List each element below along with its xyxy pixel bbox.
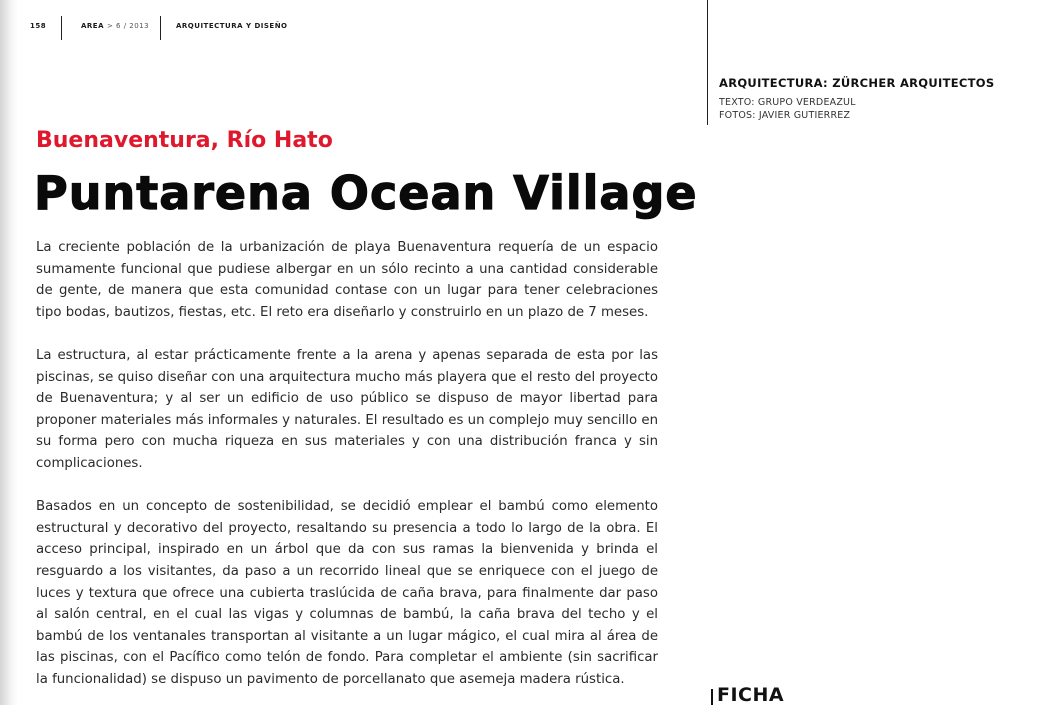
article-title: Puntarena Ocean Village: [34, 166, 698, 220]
article-location: Buenaventura, Río Hato: [36, 128, 333, 153]
page-gutter-shadow: [0, 0, 18, 705]
magazine-issue: [81, 22, 149, 30]
column-divider: [707, 0, 708, 125]
ficha-heading: FICHA: [717, 684, 785, 706]
body-paragraph: Basados en un concepto de sostenibilidad, se decidió emplear el bambú como elemento estructural y decorativo del proyecto, resaltando su presencia a todo lo largo de la obra. El acceso principal, inspirado en un árbol que da con sus ramas la bienvenida y brinda el resguardo a los visitantes, da paso a un recorrido lineal que se enriquece con el juego de luces y textura que ofrece una cubierta traslúcida de caña brava, para finalmente dar paso al salón central, en el cual las vigas y columnas de bambú, la caña brava del techo y el bambú de los ventanales transportan al visitante a un lugar mágico, el cual mira al área de las piscinas, con el Pacífico como telón de fondo. Para completar el ambiente (sin sacrificar la funcionalidad) se dispuso un pavimento de porcellanato que asemeja madera rústica.: [36, 499, 658, 687]
credits-block: [719, 76, 1049, 122]
body-paragraph: La creciente población de la urbanización de playa Buenaventura requería de un espacio sumamente funcional que pudiese albergar en un sólo recinto a una cantidad considerable de gente, de manera que esta comunidad contase con un lugar para tener celebraciones tipo bodas, bautizos, fiestas, etc. El reto era diseñarlo y construirlo en un plazo de 7 meses.: [36, 240, 658, 320]
header-divider: [61, 16, 62, 40]
section-name: ARQUITECTURA Y DISEÑO: [176, 22, 288, 30]
magazine-name: AREA: [81, 22, 105, 30]
architecture-credit: ARQUITECTURA: ZÜRCHER ARQUITECTOS: [719, 76, 995, 90]
text-credit: TEXTO: GRUPO VERDEAZUL: [719, 97, 856, 108]
issue-number: > 6 / 2013: [106, 22, 150, 30]
page-number: 158: [30, 22, 47, 30]
ficha-bar: [711, 689, 713, 705]
photo-credit: FOTOS: JAVIER GUTIERREZ: [719, 110, 851, 121]
header-divider: [160, 16, 161, 40]
body-paragraph: La estructura, al estar prácticamente frente a la arena y apenas separada de esta por las piscinas, se quiso diseñar con una arquitectura mucho más playera que el resto del proyecto de Buenaventura; y al ser un edificio de uso público se dispuso de mayor libertad para proponer materiales más informales y naturales. El resultado es un complejo muy sencillo en su forma pero con mucha riqueza en sus materiales y con una distribución franca y sin complicaciones.: [36, 347, 658, 471]
article-body: [36, 237, 658, 712]
